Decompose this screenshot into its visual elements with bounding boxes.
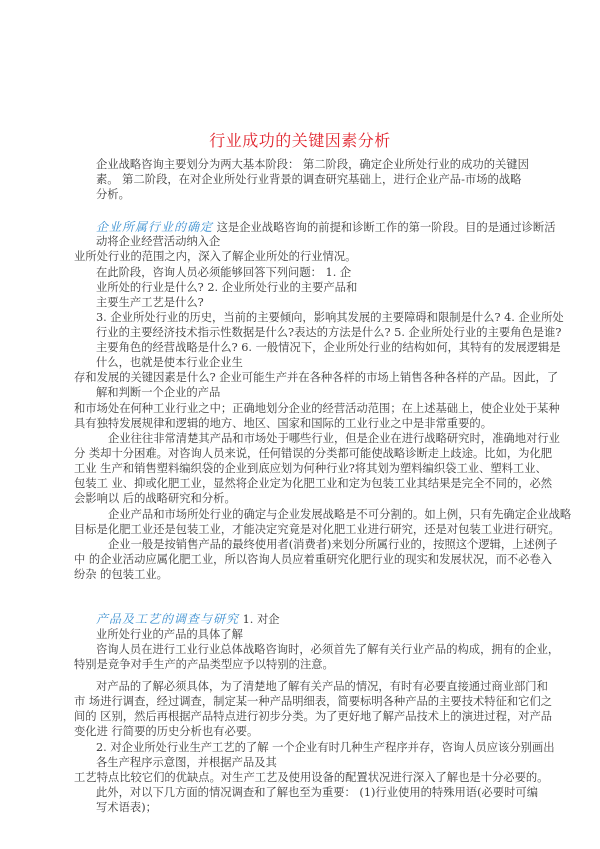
paragraph-line: 分 类却十分困难。对咨询人员来说，任何错误的分类都可能使战略诊断走上歧途。比如，为化肥 xyxy=(74,447,553,460)
paragraph-line: 3. 企业所处行业的历史，当前的主要倾向，影响其发展的主要障碍和限制是什么? 4. 企业所处 xyxy=(96,311,564,324)
paragraph-line: 主要生产工艺是什么? xyxy=(96,296,204,309)
paragraph-line: 包装工 业、抑或化肥工业，显然将企业定为化肥工业和定为包装工业其结果是完全不同的，必然 xyxy=(74,477,553,490)
paragraph-line: 变化进 行简要的历史分析也有必要。 xyxy=(74,725,259,738)
paragraph-line: 工艺特点比较它们的优缺点。对生产工艺及使用设备的配置状况进行深入了解也是十分必要的。 xyxy=(74,771,549,784)
paragraph-line: 市 场进行调查，经过调查，制定某一种产品明细表，简要标明各种产品的主要技术特征和它们之 xyxy=(74,695,553,708)
paragraph-line: 行业的主要经济技术指示性数据是什么?表达的方法是什么? 5. 企业所处行业的主要角色是谁? xyxy=(96,326,562,339)
paragraph-line: 存和发展的关键因素是什么? 企业可能生产并在各种各样的市场上销售各种各样的产品。因此，了 xyxy=(74,371,559,384)
paragraph-line: 会影响以 后的战略研究和分析。 xyxy=(74,492,236,505)
paragraph-line: 此外，对以下几方面的情况调查和了解也至为重要： (1)行业使用的特殊用语(必要时可编 xyxy=(96,786,538,799)
paragraph-line: 业所处的行业是什么? 2. 企业所处行业的主要产品和 xyxy=(96,281,358,294)
paragraph-line: 各生产程序示意图，并根据产品及其 xyxy=(96,756,277,769)
paragraph-line: 动将企业经营活动纳入企 xyxy=(96,235,221,248)
paragraph-line: 和市场处在何种工业行业之中；正确地划分企业的经营活动范围；在上述基础上，使企业处于某种 xyxy=(74,402,560,415)
paragraph-line: 业所处行业的产品的具体了解 xyxy=(96,628,243,641)
paragraph-line: 分析。 xyxy=(96,188,130,201)
paragraph-line: 工业 生产和销售塑料编织袋的企业到底应划为何种行业?将其划为塑料编织袋工业、塑料工业、 xyxy=(74,462,547,475)
paragraph-line: 在此阶段，咨询人员必须能够回答下列问题： 1. 企 xyxy=(96,266,352,279)
paragraph-line: 写术语表)； xyxy=(96,801,157,814)
paragraph-line: 中 的企业活动应属化肥工业，所以咨询人员应着重研究化肥行业的现实和发展状况，而不必卷入 xyxy=(74,553,553,566)
paragraph-line: 素。 第二阶段，在对企业所处行业背景的调查研究基础上，进行企业产品-市场的战略 xyxy=(96,173,522,186)
paragraph-line: 咨询人员在进行工业行业总体战略咨询时，必须首先了解有关行业产品的构成，拥有的企业， xyxy=(96,643,560,656)
section-heading-line: 产品及工艺的调查与研究 1. 对企 xyxy=(96,612,280,626)
paragraph-line: 对产品的了解必须具体，为了清楚地了解有关产品的情况，有时有必要直接通过商业部门和 xyxy=(96,680,548,693)
paragraph-line: 间的 区别，然后再根据产品特点进行初步分类。为了更好地了解产品技术上的演进过程，对产品 xyxy=(74,710,553,723)
paragraph-line: 企业战略咨询主要划分为两大基本阶段： 第二阶段，确定企业所处行业的成功的关键因 xyxy=(96,158,529,171)
paragraph-line: 业所处行业的范围之内，深入了解企业所处的行业情况。 xyxy=(74,250,357,263)
paragraph-line: 什么，也就是使本行业企业生 xyxy=(96,356,243,369)
paragraph-line: 纷杂 的包装工业。 xyxy=(74,568,168,581)
paragraph-line: 解和判断一个企业的产品 xyxy=(96,386,221,399)
paragraph-line: 企业一般是按销售产品的最终使用者(消费者)来划分所属行业的，按照这个逻辑，上述例子 xyxy=(108,538,558,551)
section-heading: 产品及工艺的调查与研究 xyxy=(96,612,240,626)
paragraph-line: 主要角色的经营战略是什么? 6. 一般情况下，企业所处行业的结构如何，其特有的发展逻辑是 xyxy=(96,341,561,354)
section-heading: 企业所属行业的确定 xyxy=(96,220,214,234)
paragraph-line: 目标是化肥工业还是包装工业，才能决定究竟是对化肥工业进行研究，还是对包装工业进行研究。 xyxy=(74,523,560,536)
paragraph-line: 企业产品和市场所处行业的确定与企业发展战略是不可分割的。如上例，只有先确定企业战略 xyxy=(108,508,572,521)
paragraph-line: 特别是竞争对手生产的产品类型应予以特别的注意。 xyxy=(74,658,334,671)
section-heading-line: 企业所属行业的确定 这是企业战略咨询的前提和诊断工作的第一阶段。目的是通过诊断活 xyxy=(96,220,556,234)
paragraph-line: 企业往往非常清楚其产品和市场处于哪些行业，但是企业在进行战略研究时，准确地对行业 xyxy=(108,432,560,445)
paragraph-line: 具有独特发展规律和逻辑的地方、地区、国家和国际的工业行业之中是非常重要的。 xyxy=(74,417,492,430)
paragraph-line: 2. 对企业所处行业生产工艺的了解 一个企业有时几种生产程序并存，咨询人员应该分别画出 xyxy=(96,741,555,754)
document-title: 行业成功的关键因素分析 xyxy=(209,131,391,150)
